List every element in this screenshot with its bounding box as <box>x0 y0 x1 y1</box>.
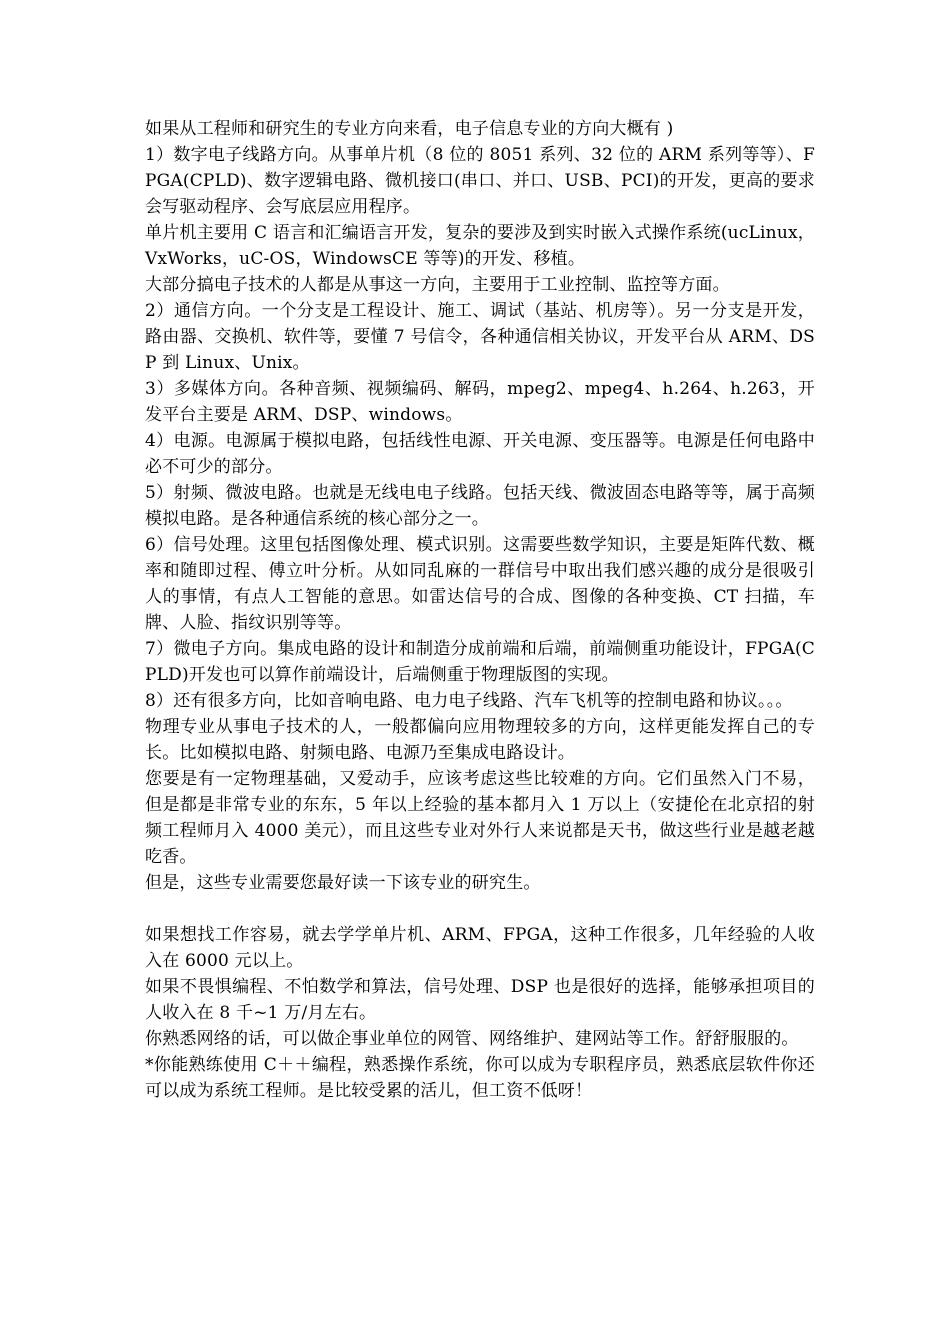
blank-line <box>145 896 815 922</box>
paragraph-other-directions: 8）还有很多方向，比如音响电路、电力电子线路、汽车飞机等的控制电路和协议。。。 <box>145 691 793 711</box>
paragraph-industrial-control: 大部分搞电子技术的人都是从事这一方向，主要用于工业控制、监控等方面。 <box>145 275 730 295</box>
paragraph-easy-jobs: 如果想找工作容易，就去学学单片机、ARM、FPGA，这种工作很多，几年经验的人收入在 6000 元以上。 <box>145 925 815 971</box>
paragraph-digital-electronics: 1）数字电子线路方向。从事单片机（8 位的 8051 系列、32 位的 ARM 系列等等）、FPGA(CPLD)、数字逻辑电路、微机接口(串口、并口、USB、PCI)的开发，更高的要求会写驱动程序、会写底层应用程序。 <box>145 145 815 217</box>
paragraph-mcu-languages: 单片机主要用 C 语言和汇编语言开发，复杂的要涉及到实时嵌入式操作系统(ucLinux，VxWorks，uC-OS，WindowsCE 等等)的开发、移植。 <box>145 223 815 269</box>
paragraph-hard-directions: 您要是有一定物理基础，又爱动手，应该考虑这些比较难的方向。它们虽然入门不易，但是都是非常专业的东东，5 年以上经验的基本都月入 1 万以上（安捷伦在北京招的射频工程师月入 4000 美元），而且这些专业对外行人来说都是天书，做这些行业是越老越吃香。 <box>145 769 815 867</box>
paragraph-networking: 你熟悉网络的话，可以做企事业单位的网管、网络维护、建网站等工作。舒舒服服的。 <box>145 1029 799 1049</box>
paragraph-power-supply: 4）电源。电源属于模拟电路，包括线性电源、开关电源、变压器等。电源是任何电路中必不可少的部分。 <box>145 431 815 477</box>
paragraph-signal-processing: 6）信号处理。这里包括图像处理、模式识别。这需要些数学知识，主要是矩阵代数、概率和随即过程、傅立叶分析。从如同乱麻的一群信号中取出我们感兴趣的成分是很吸引人的事情，有点人工智能的意思。如雷达信号的合成、图像的各种变换、CT 扫描，车牌、人脸、指纹识别等等。 <box>145 535 815 633</box>
paragraph-rf-microwave: 5）射频、微波电路。也就是无线电电子线路。包括天线、微波固态电路等等，属于高频模拟电路。是各种通信系统的核心部分之一。 <box>145 483 815 529</box>
paragraph-communications: 2）通信方向。一个分支是工程设计、施工、调试（基站、机房等）。另一分支是开发，路由器、交换机、软件等，要懂 7 号信令，各种通信相关协议，开发平台从 ARM、DSP 到 Linux、Unix。 <box>145 301 815 373</box>
paragraph-multimedia: 3）多媒体方向。各种音频、视频编码、解码，mpeg2、mpeg4、h.264、h.263，开发平台主要是 ARM、DSP、windows。 <box>145 379 815 425</box>
document-page <box>145 116 815 1104</box>
paragraph-graduate-study: 但是，这些专业需要您最好读一下该专业的研究生。 <box>145 873 541 893</box>
paragraph-dsp-choice: 如果不畏惧编程、不怕数学和算法，信号处理、DSP 也是很好的选择，能够承担项目的人收入在 8 千~1 万/月左右。 <box>145 977 815 1023</box>
paragraph-intro: 如果从工程师和研究生的专业方向来看，电子信息专业的方向大概有 ) <box>145 119 674 139</box>
paragraph-microelectronics: 7）微电子方向。集成电路的设计和制造分成前端和后端，前端侧重功能设计，FPGA(CPLD)开发也可以算作前端设计，后端侧重于物理版图的实现。 <box>145 639 815 685</box>
paragraph-physics-major: 物理专业从事电子技术的人，一般都偏向应用物理较多的方向，这样更能发挥自己的专长。比如模拟电路、射频电路、电源乃至集成电路设计。 <box>145 717 815 763</box>
paragraph-programming: *你能熟练使用 C＋＋编程，熟悉操作系统，你可以成为专职程序员，熟悉底层软件你还可以成为系统工程师。是比较受累的活儿，但工资不低呀！ <box>145 1055 815 1101</box>
